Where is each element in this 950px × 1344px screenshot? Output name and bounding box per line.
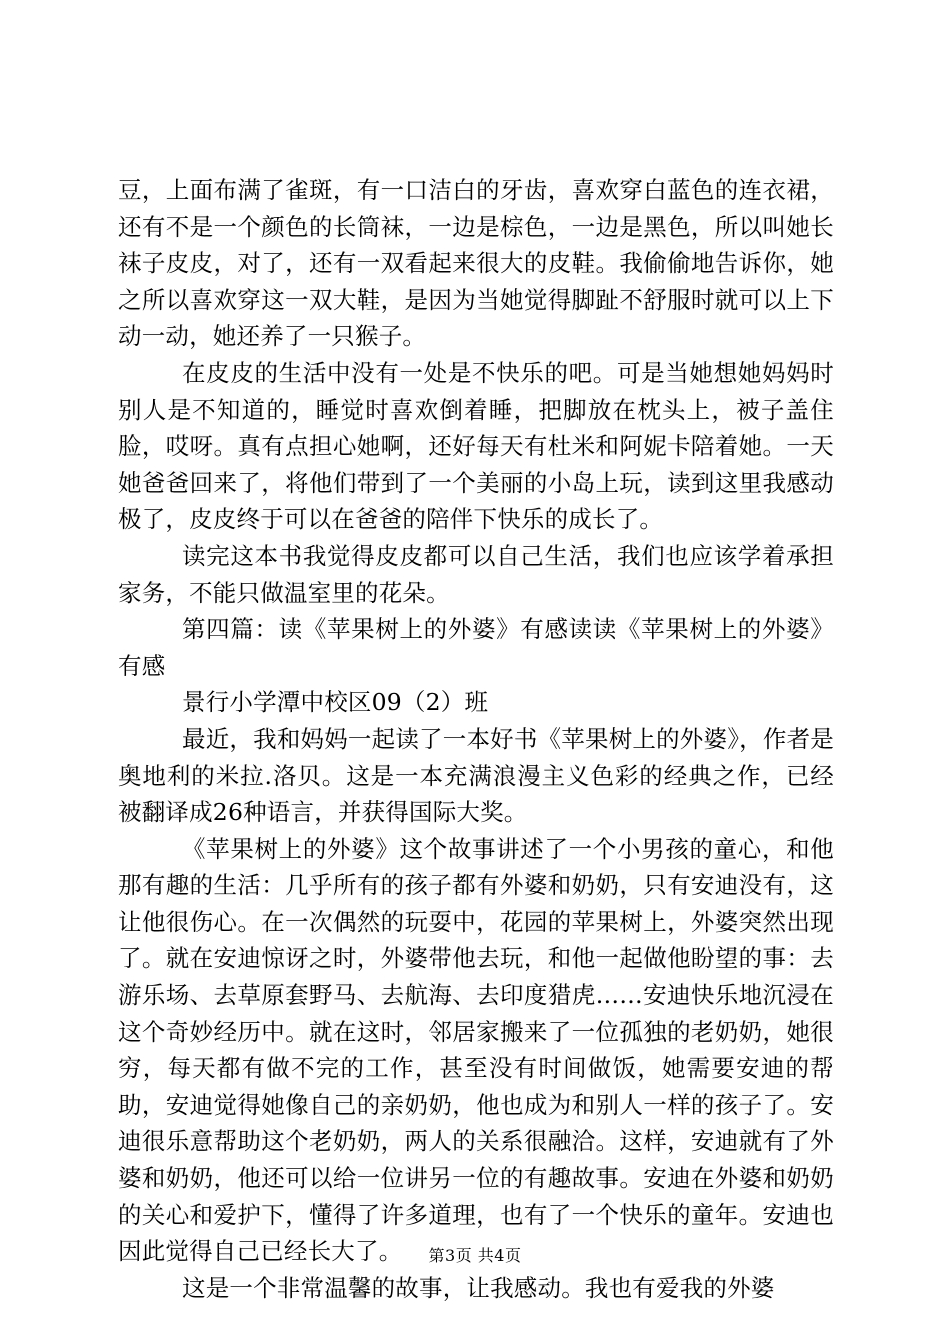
paragraph-3: 读完这本书我觉得皮皮都可以自己生活，我们也应该学着承担家务，不能只做温室里的花朵。 [118,541,834,607]
paragraph-2: 在皮皮的生活中没有一处是不快乐的吧。可是当她想她妈妈时别人是不知道的，睡觉时喜欢倒着睡，把脚放在枕头上，被子盖住脸，哎呀。真有点担心她啊，还好每天有杜米和阿妮卡陪着她。一天她爸爸回来了，将他们带到了一个美丽的小岛上玩，读到这里我感动极了，皮皮终于可以在爸爸的陪伴下快乐的成长了。 [118,358,834,534]
document-body [118,172,834,1306]
paragraph-7: 《苹果树上的外婆》这个故事讲述了一个小男孩的童心，和他那有趣的生活：几乎所有的孩子都有外婆和奶奶，只有安迪没有，这让他很伤心。在一次偶然的玩耍中，花园的苹果树上，外婆突然出现了。就在安迪惊讶之时，外婆带他去玩，和他一起做他盼望的事：去游乐场、去草原套野马、去航海、去印度猎虎……安迪快乐地沉浸在这个奇妙经历中。就在这时，邻居家搬来了一位孤独的老奶奶，她很穷，每天都有做不完的工作，甚至没有时间做饭，她需要安迪的帮助，安迪觉得她像自己的亲奶奶，他也成为和别人一样的孩子了。安迪很乐意帮助这个老奶奶，两人的关系很融洽。这样，安迪就有了外婆和奶奶，他还可以给一位讲另一位的有趣故事。安迪在外婆和奶奶的关心和爱护下，懂得了许多道理，也有了一个快乐的童年。安迪也因此觉得自己已经长大了。 [118,834,834,1266]
section-heading: 第四篇：读《苹果树上的外婆》有感读读《苹果树上的外婆》有感 [118,615,834,680]
page-number-footer: 第3页 共4页 [428,1246,522,1265]
paragraph-1: 豆，上面布满了雀斑，有一口洁白的牙齿，喜欢穿白蓝色的连衣裙，还有不是一个颜色的长筒袜，一边是棕色，一边是黑色，所以叫她长袜子皮皮，对了，还有一双看起来很大的皮鞋。我偷偷地告诉你，她之所以喜欢穿这一双大鞋，是因为当她觉得脚趾不舒服时就可以上下动一动，她还养了一只猴子。 [118,176,834,351]
paragraph-6: 最近，我和妈妈一起读了一本好书《苹果树上的外婆》，作者是奥地利的米拉.洛贝。这是一本充满浪漫主义色彩的经典之作，已经被翻译成26种语言，并获得国际大奖。 [118,724,834,827]
paragraph-8: 这是一个非常温馨的故事，让我感动。我也有爱我的外婆 [182,1273,775,1302]
author-class-line: 景行小学潭中校区09（2）班 [182,688,489,717]
